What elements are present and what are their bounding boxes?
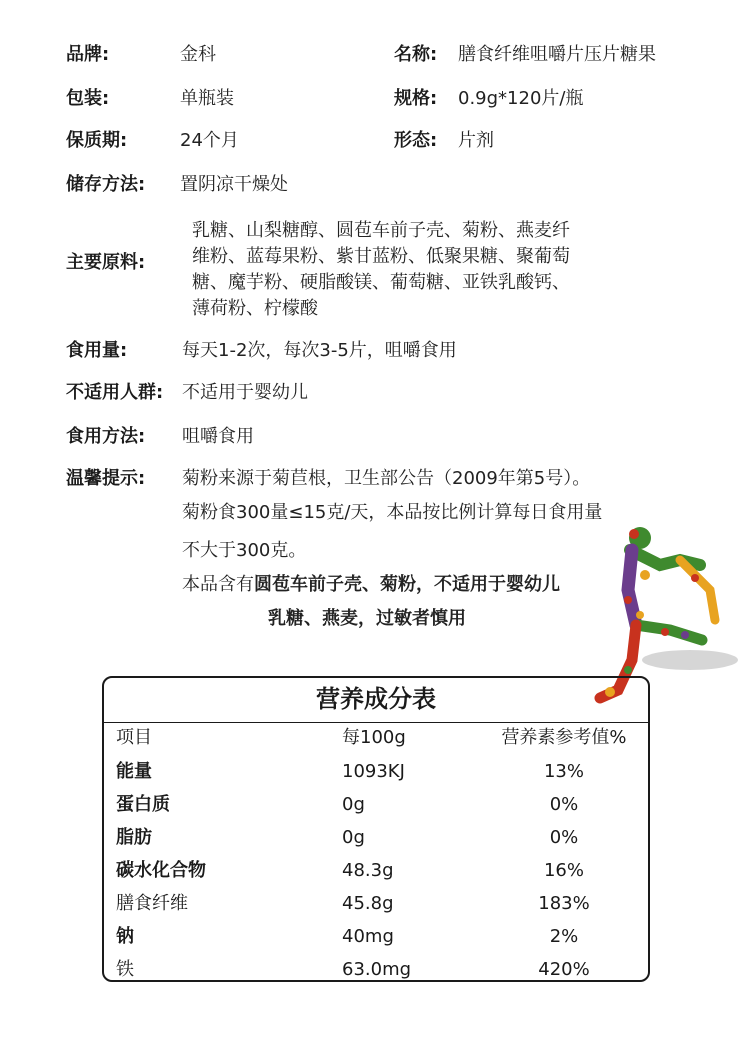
- header-nrv: 营养素参考值%: [501, 727, 627, 748]
- usage-label: 食用方法:: [66, 426, 146, 447]
- row-nrv: 183%: [538, 893, 590, 914]
- form-label: 形态:: [394, 130, 438, 151]
- nutrition-table-title: 营养成分表: [316, 685, 436, 713]
- dosage-label: 食用量:: [66, 340, 128, 361]
- ingredients-line: 薄荷粉、柠檬酸: [192, 298, 318, 319]
- size-label: 规格:: [394, 88, 438, 109]
- row-per100g: 63.0mg: [342, 959, 412, 980]
- row-nrv: 16%: [543, 860, 584, 881]
- nutrition-table: [102, 676, 650, 982]
- usage-value: 咀嚼食用: [182, 426, 254, 447]
- size-value: 0.9g*120片/瓶: [458, 88, 584, 109]
- row-nrv: 0%: [549, 794, 579, 815]
- row-nrv: 420%: [538, 959, 590, 980]
- storage-value: 置阴凉干燥处: [180, 174, 288, 195]
- row-per100g: 0g: [342, 794, 365, 815]
- name-value: 膳食纤维咀嚼片压片糖果: [458, 44, 656, 65]
- brand-label: 品牌:: [66, 44, 110, 65]
- dosage-value: 每天1-2次，每次3-5片，咀嚼食用: [182, 340, 457, 361]
- ingredients-line: 维粉、蓝莓果粉、紫甘蓝粉、低聚果糖、聚葡萄: [192, 246, 570, 267]
- unsuitable-label: 不适用人群:: [66, 382, 164, 403]
- ingredients-label: 主要原料:: [66, 252, 146, 273]
- brand-value: 金科: [180, 44, 216, 65]
- row-name: 蛋白质: [116, 794, 170, 815]
- row-nrv: 0%: [549, 827, 579, 848]
- row-nrv: 2%: [549, 926, 579, 947]
- tips-line-warning: [182, 570, 560, 596]
- shelf-life-label: 保质期:: [66, 130, 128, 151]
- table-divider: [104, 722, 648, 723]
- row-name: 脂肪: [116, 827, 152, 848]
- header-item: 项目: [116, 727, 152, 748]
- ingredients-line: 糖、魔芋粉、硬脂酸镁、葡萄糖、亚铁乳酸钙、: [192, 272, 570, 293]
- row-per100g: 45.8g: [342, 893, 394, 914]
- row-name: 铁: [116, 959, 134, 980]
- name-label: 名称:: [394, 44, 438, 65]
- row-per100g: 0g: [342, 827, 365, 848]
- ingredients-line: 乳糖、山梨糖醇、圆苞车前子壳、菊粉、燕麦纤: [192, 220, 570, 241]
- row-name: 碳水化合物: [116, 860, 206, 881]
- package-label: 包装:: [66, 88, 110, 109]
- storage-label: 储存方法:: [66, 174, 146, 195]
- tips-warning-prefix: 本品含有: [182, 574, 254, 595]
- tips-line: 菊粉食300量≤15克/天，本品按比例计算每日食用量: [182, 502, 603, 523]
- tips-warning-bold: 圆苞车前子壳、菊粉，不适用于婴幼儿: [254, 574, 560, 595]
- unsuitable-value: 不适用于婴幼儿: [182, 382, 308, 403]
- row-name: 钠: [116, 926, 134, 947]
- row-name: 能量: [116, 761, 152, 782]
- row-per100g: 48.3g: [342, 860, 394, 881]
- package-value: 单瓶装: [180, 88, 234, 109]
- shelf-life-value: 24个月: [180, 130, 239, 151]
- tips-line: 不大于300克。: [182, 540, 307, 561]
- row-per100g: 40mg: [342, 926, 394, 947]
- header-per100g: 每100g: [342, 727, 406, 748]
- tips-line: 菊粉来源于菊苣根，卫生部公告（2009年第5号）。: [182, 468, 591, 489]
- row-per100g: 1093KJ: [342, 761, 405, 782]
- tips-allergy: 乳糖、燕麦，过敏者慎用: [268, 608, 466, 629]
- tips-label: 温馨提示:: [66, 468, 146, 489]
- figure-body: [600, 527, 715, 698]
- row-nrv: 13%: [543, 761, 584, 782]
- form-value: 片剂: [458, 130, 494, 151]
- row-name: 膳食纤维: [116, 893, 188, 914]
